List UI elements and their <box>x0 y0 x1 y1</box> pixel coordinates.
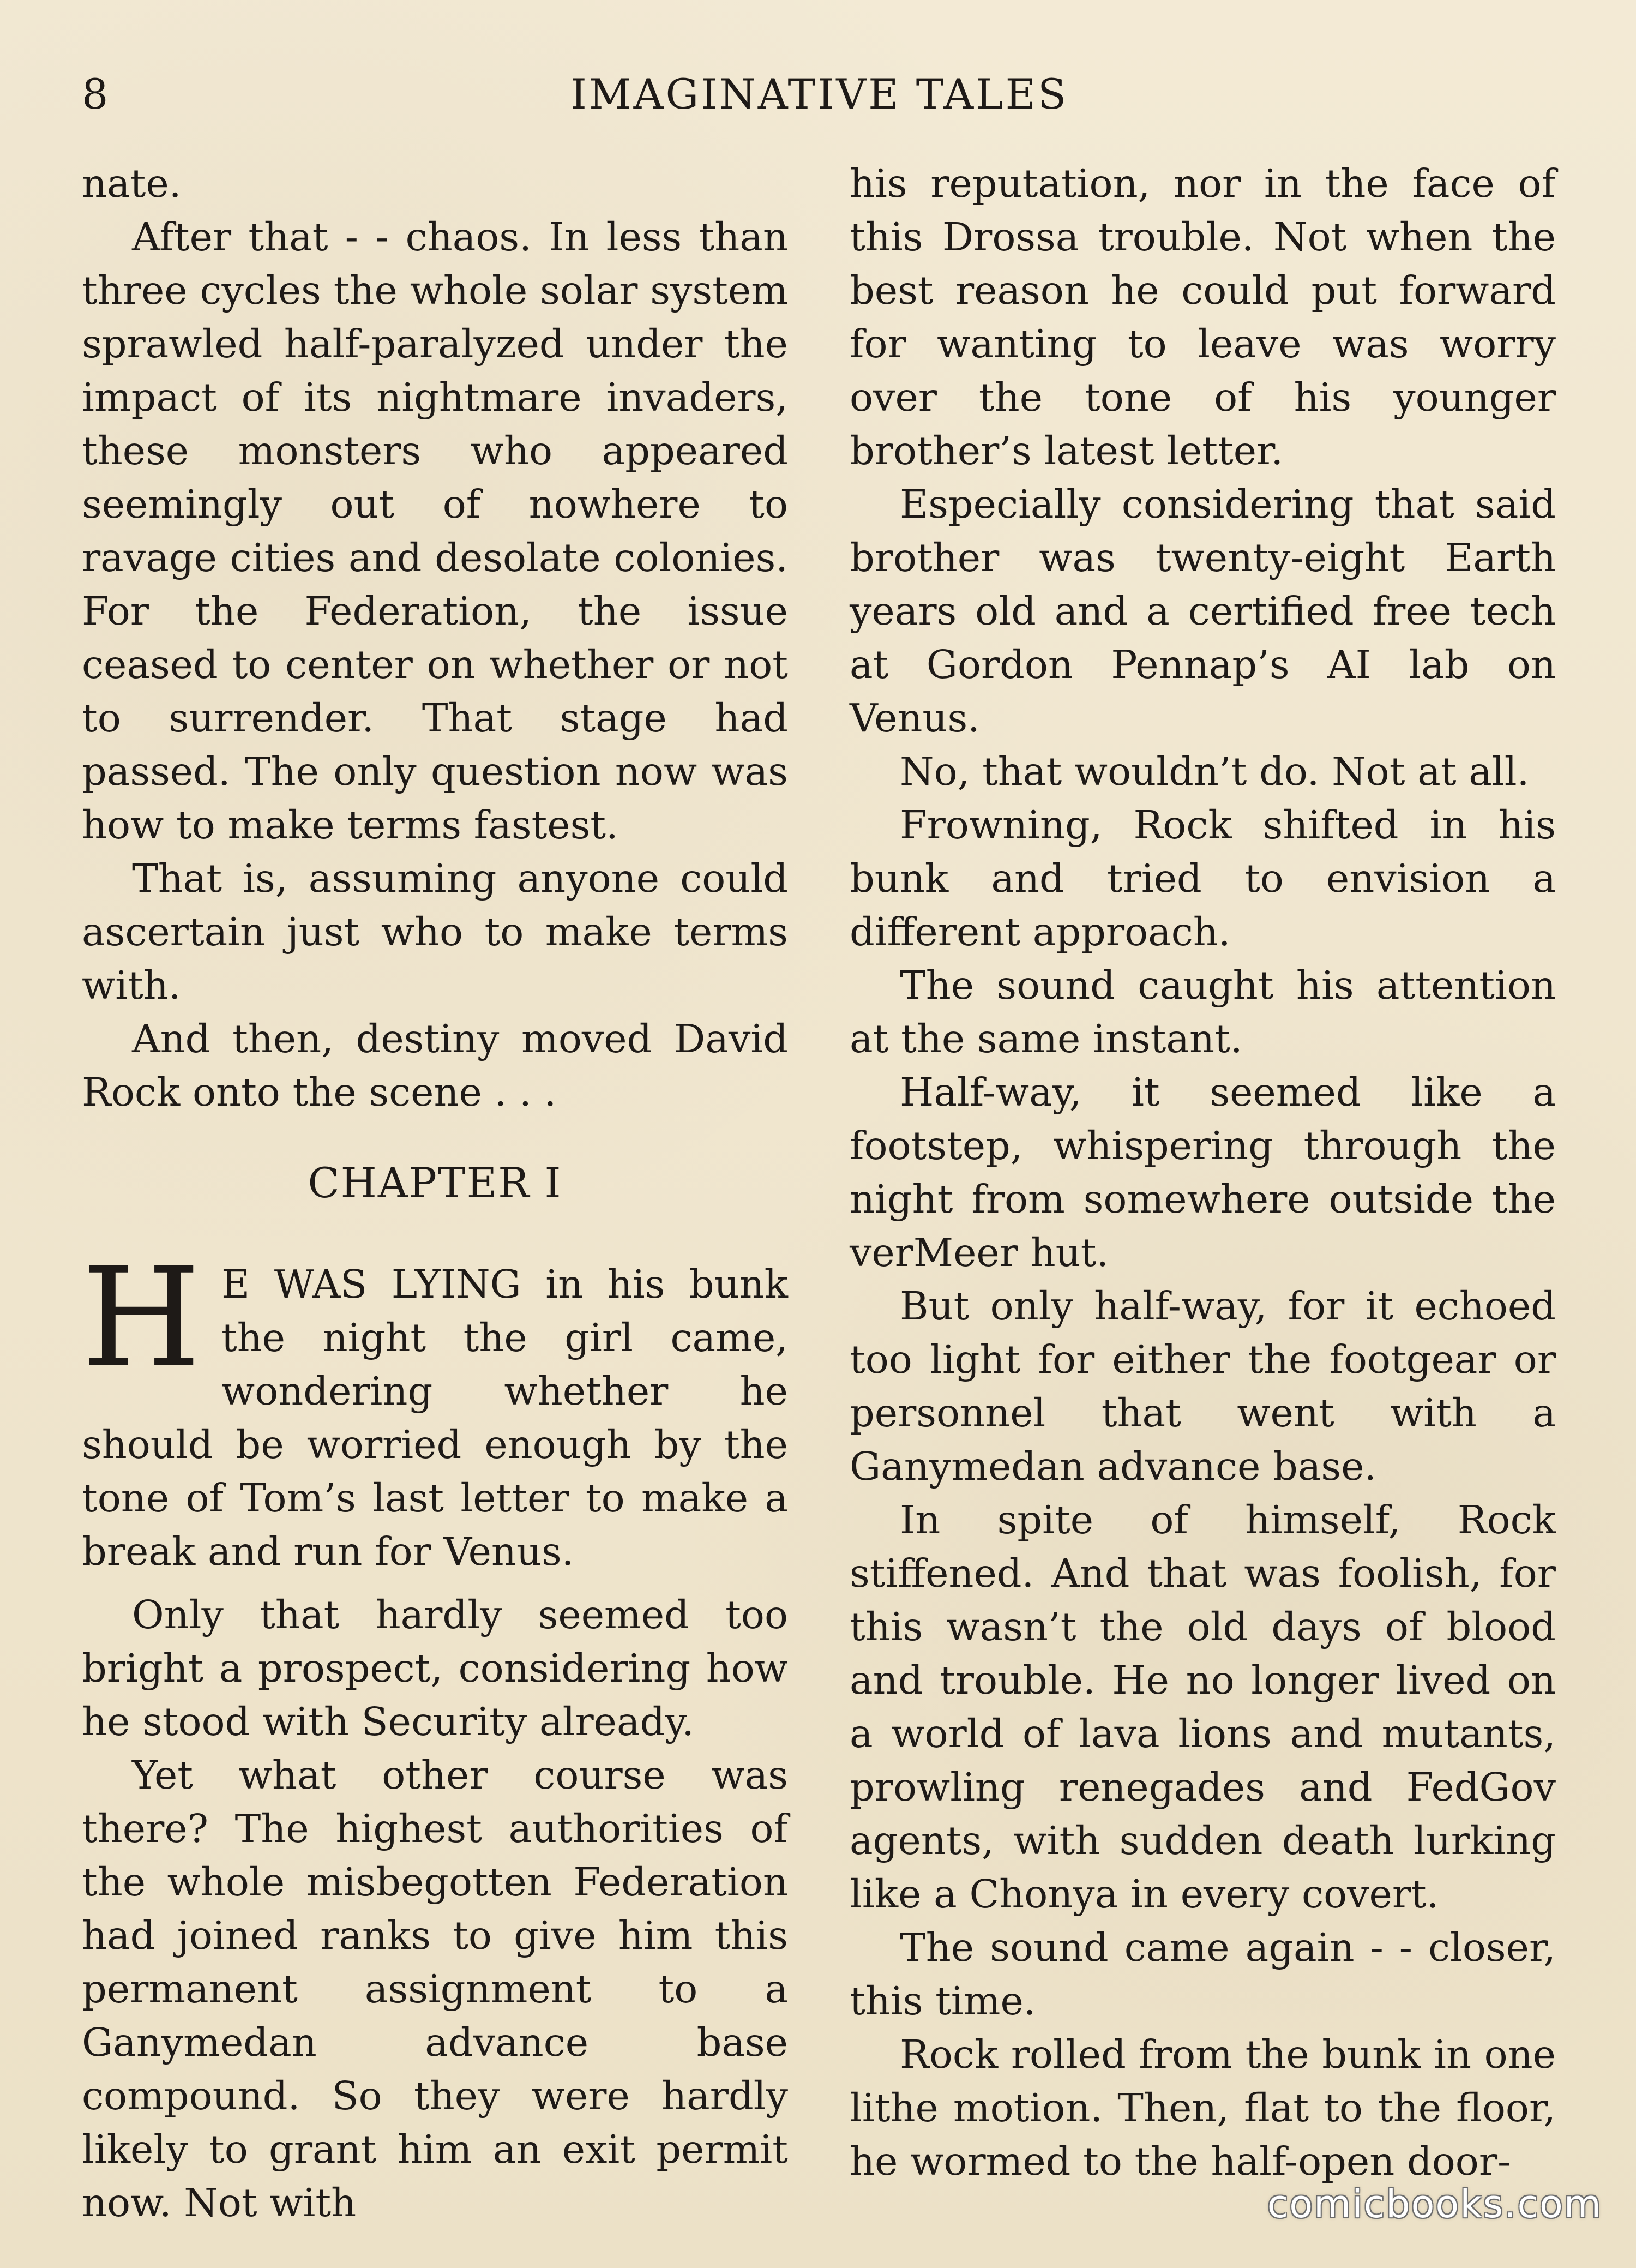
right-column <box>850 157 1556 2188</box>
page-number: 8 <box>82 70 109 118</box>
right-paragraph-5: The sound caught his attention at the same instant. <box>850 963 1556 1061</box>
left-paragraph-7: Yet what other course was there? The highest authorities of the whole misbegotten Federation had joined ranks to give him this permanent assignment to a Ganymedan advance base compound. So they were hardly likely to grant him an exit permit now. Not with <box>82 1753 788 2225</box>
drop-cap-letter: H <box>82 1238 201 1397</box>
page-header <box>82 64 1557 124</box>
running-title: IMAGINATIVE TALES <box>570 70 1069 118</box>
right-paragraph-3: No, that wouldn’t do. Not at all. <box>900 749 1530 794</box>
left-paragraph-3: That is, assuming anyone could ascertain just who to make terms with. <box>82 856 788 1008</box>
right-paragraph-4: Frowning, Rock shifted in his bunk and tried to envision a different approach. <box>850 802 1556 955</box>
right-paragraph-1: his reputation, nor in the face of this Drossa trouble. Not when the best reason he could put forward for wanting to leave was worry over the tone of his younger brother’s latest letter. <box>850 161 1556 473</box>
left-paragraph-2: After that - - chaos. In less than three cycles the whole solar system sprawled half-paralyzed under the impact of its nightmare invaders, these monsters who appeared seemingly out of nowhere to ravage cities and desolate colonies. For the Federation, the issue ceased to center on whether or not to surrender. That stage had passed. The only question now was how to make terms fastest. <box>82 214 788 848</box>
chapter-opening-paragraph <box>82 1238 788 1579</box>
right-paragraph-6: Half-way, it seemed like a footstep, whispering through the night from somewhere outside the verMeer hut. <box>850 1070 1556 1275</box>
right-paragraph-7: But only half-way, for it echoed too light for either the footgear or personnel that went with a Ganymedan advance base. <box>850 1283 1556 1489</box>
left-column <box>82 157 788 2230</box>
chapter-heading: CHAPTER I <box>308 1159 562 1207</box>
right-paragraph-10: Rock rolled from the bunk in one lithe motion. Then, flat to the floor, he wormed to the half-open door- <box>850 2032 1556 2184</box>
right-paragraph-8: In spite of himself, Rock stiffened. And that was foolish, for this wasn’t the old days of blood and trouble. He no longer lived on a world of lava lions and mutants, prowling renegades and FedGov agents, with sudden death lurking like a Chonya in every covert. <box>850 1497 1556 1917</box>
left-paragraph-4: And then, destiny moved David Rock onto the scene . . . <box>82 1016 788 1115</box>
chapter-opening-text: E WAS LYING in his bunk the night the girl came, wondering whether he should be worried enough by the tone of Tom’s last letter to make a break and run for Venus. <box>82 1262 788 1574</box>
paragraph-spacer <box>82 1579 788 1588</box>
right-paragraph-2: Especially considering that said brother was twenty-eight Earth years old and a certified free tech at Gordon Pennap’s AI lab on Venus. <box>850 482 1556 741</box>
left-paragraph-1: nate. <box>82 161 182 206</box>
watermark: comicbooks.com <box>1267 2182 1602 2227</box>
right-paragraph-9: The sound came again - - closer, this time. <box>850 1925 1556 2024</box>
left-paragraph-6: Only that hardly seemed too bright a prospect, considering how he stood with Security already. <box>82 1592 788 1744</box>
